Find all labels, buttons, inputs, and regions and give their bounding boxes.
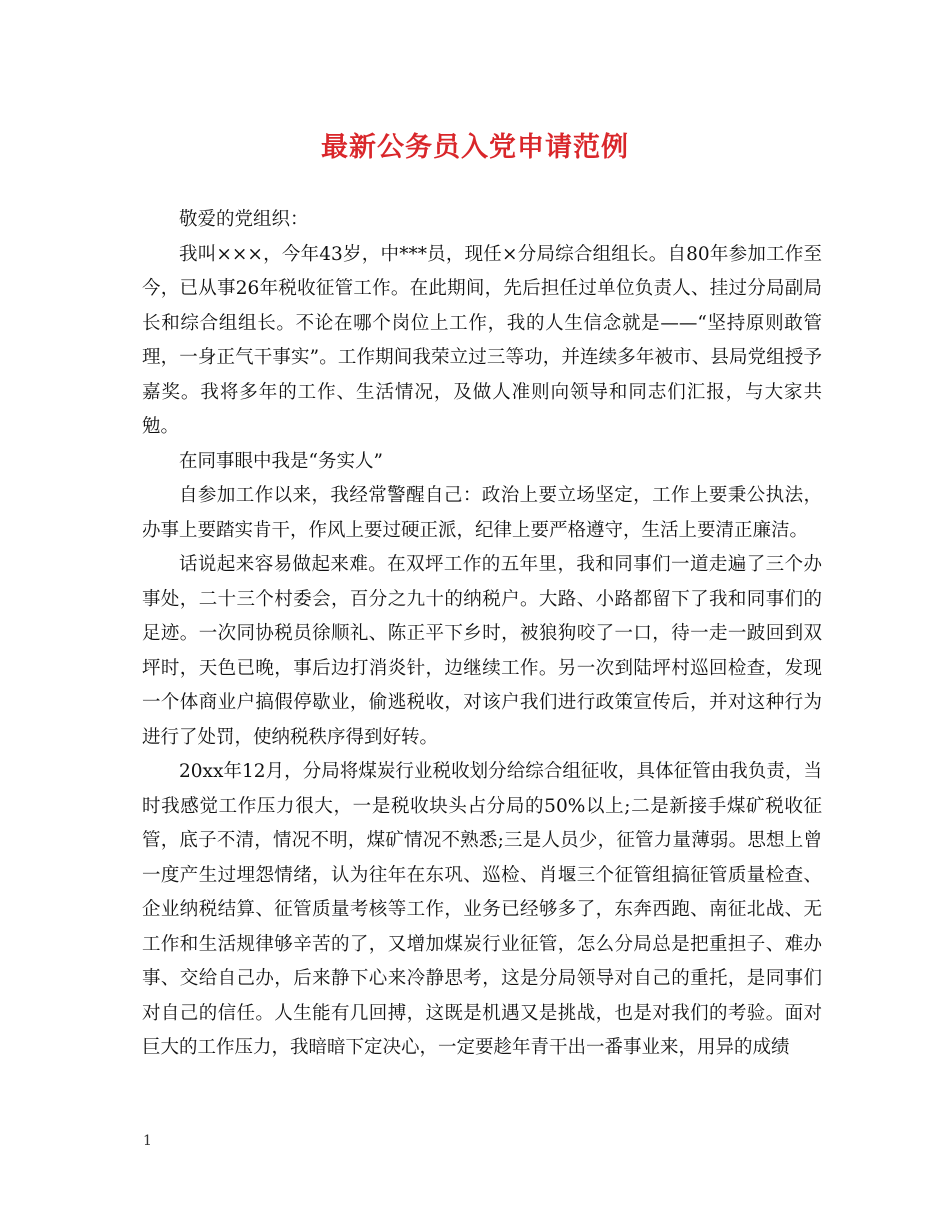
paragraph: 自参加工作以来，我经常警醒自己：政治上要立场坚定，工作上要秉公执法，办事上要踏实肯干，作风上要过硬正派，纪律上要严格遵守，生活上要清正廉洁。	[142, 485, 822, 541]
salutation: 敬爱的党组织：	[179, 209, 309, 230]
document-body	[142, 203, 822, 1066]
document-title: 最新公务员入党申请范例	[321, 132, 629, 163]
section-heading: 在同事眼中我是“务实人”	[179, 450, 383, 472]
paragraph: 话说起来容易做起来难。在双坪工作的五年里，我和同事们一道走遍了三个办事处，二十三个村委会，百分之九十的纳税户。大路、小路都留下了我和同事们的足迹。一次同协税员徐顺礼、陈正平下乡时，被狼狗咬了一口，待一走一跛回到双坪时，天色已晚，事后边打消炎针，边继续工作。另一次到陆坪村巡回检查，发现一个体商业户搞假停歇业，偷逃税收，对该户我们进行政策宣传后，并对这种行为进行了处罚，使纳税秩序得到好转。	[142, 554, 822, 748]
page-number: 1	[143, 1133, 152, 1149]
paragraph: 我叫×××，今年43岁，中***员，现任×分局综合组组长。自80年参加工作至今，已从事26年税收征管工作。在此期间，先后担任过单位负责人、挂过分局副局长和综合组组长。不论在哪个岗位上工作，我的人生信念就是——“坚持原则敢管理，一身正气干事实”。工作期间我荣立过三等功，并连续多年被市、县局党组授予嘉奖。我将多年的工作、生活情况，及做人准则向领导和同志们汇报，与大家共勉。	[142, 243, 822, 437]
paragraph: 20xx年12月，分局将煤炭行业税收划分给综合组征收，具体征管由我负责，当时我感觉工作压力很大，一是税收块头占分局的50%以上;二是新接手煤矿税收征管，底子不清，情况不明，煤矿情况不熟悉;三是人员少，征管力量薄弱。思想上曾一度产生过埋怨情绪，认为往年在东巩、巡检、肖堰三个征管组搞征管质量检查、企业纳税结算、征管质量考核等工作，业务已经够多了，东奔西跑、南征北战、无工作和生活规律够辛苦的了，又增加煤炭行业征管，怎么分局总是把重担子、难办事、交给自己办，后来静下心来冷静思考，这是分局领导对自己的重托，是同事们对自己的信任。人生能有几回搏，这既是机遇又是挑战，也是对我们的考验。面对巨大的工作压力，我暗暗下定决心，一定要趁年青干出一番事业来，用异的成绩	[142, 761, 822, 1058]
